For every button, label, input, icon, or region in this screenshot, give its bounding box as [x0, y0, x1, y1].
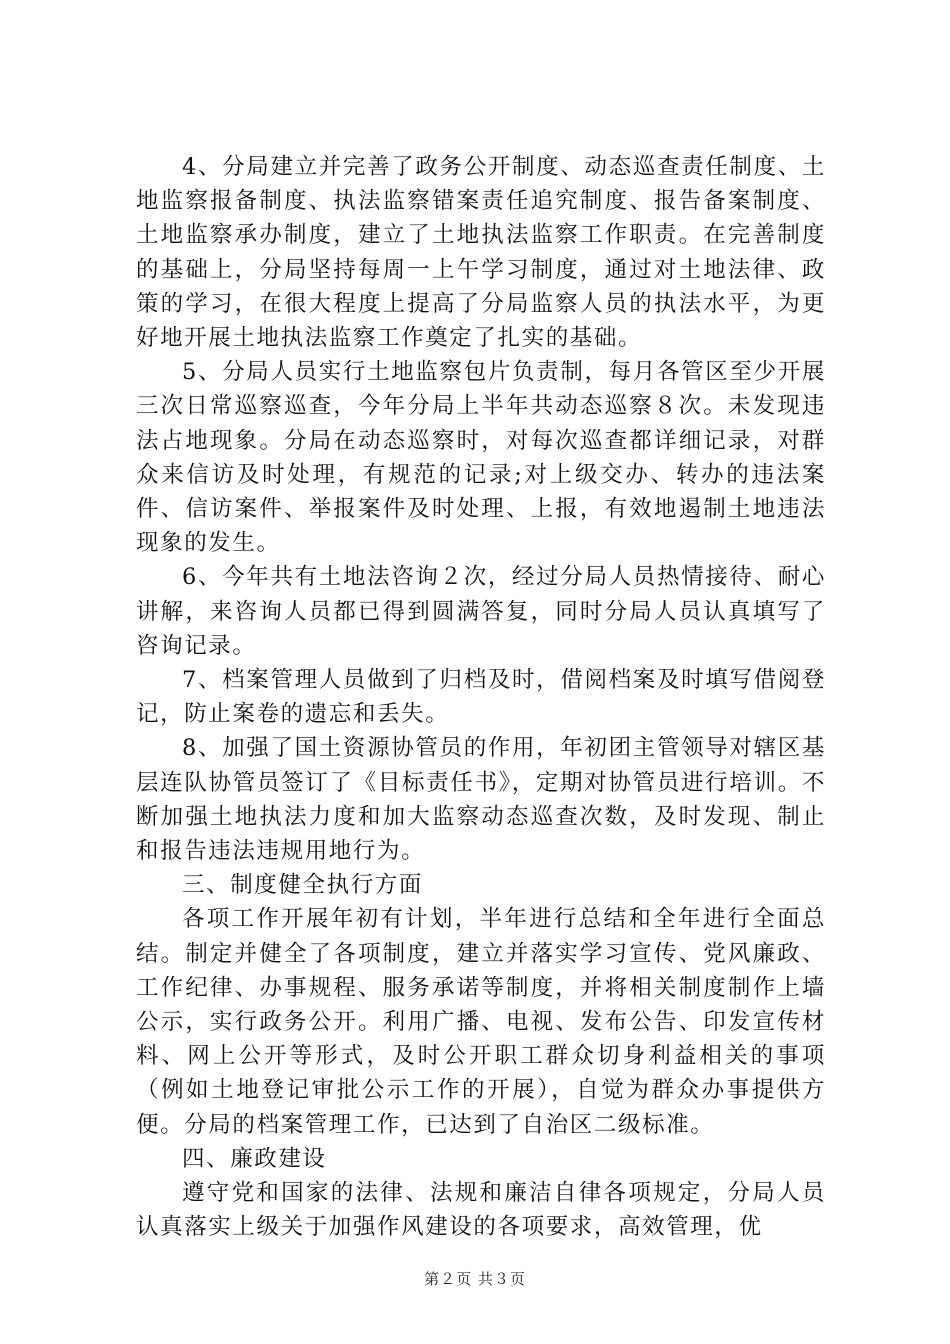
- paragraph-item-8: 8、加强了国土资源协管员的作用，年初团主管领导对辖区基层连队协管员签订了《目标责任书》，定期对协管员进行培训。不断加强土地执法力度和加大监察动态巡查次数，及时发现、制止和报告违法违规用地行为。: [136, 735, 826, 865]
- paragraph-item-5: 5、分局人员实行土地监察包片负责制，每月各管区至少开展三次日常巡察巡查，今年分局上半年共动态巡察８次。未发现违法占地现象。分局在动态巡察时，对每次巡查都详细记录，对群众来信访及时处理，有规范的记录;对上级交办、转办的违法案件、信访案件、举报案件及时处理、上报，有效地遏制土地违法现象的发生。: [136, 359, 826, 557]
- page-footer: 第２页 共３页: [424, 1270, 526, 1288]
- section-heading-4: 四、廉政建设: [182, 1145, 327, 1172]
- document-body: [136, 150, 826, 1245]
- paragraph-section-4: 遵守党和国家的法律、法规和廉洁自律各项规定，分局人员认真落实上级关于加强作风建设的各项要求，高效管理，优: [136, 1180, 826, 1241]
- paragraph-item-7: 7、档案管理人员做到了归档及时，借阅档案及时填写借阅登记，防止案卷的遗忘和丢失。: [136, 667, 826, 728]
- paragraph-section-3: 各项工作开展年初有计划，半年进行总结和全年进行全面总结。制定并健全了各项制度，建立并落实学习宣传、党风廉政、工作纪律、办事规程、服务承诺等制度，并将相关制度制作上墙公示，实行政务公开。利用广播、电视、发布公告、印发宣传材料、网上公开等形式，及时公开职工群众切身利益相关的事项（例如土地登记审批公示工作的开展），自觉为群众办事提供方便。分局的档案管理工作，已达到了自治区二级标准。: [136, 906, 826, 1138]
- section-heading-3: 三、制度健全执行方面: [182, 872, 424, 899]
- paragraph-item-4: 4、分局建立并完善了政务公开制度、动态巡查责任制度、土地监察报备制度、执法监察错案责任追究制度、报告备案制度、土地监察承办制度，建立了土地执法监察工作职责。在完善制度的基础上，分局坚持每周一上午学习制度，通过对土地法律、政策的学习，在很大程度上提高了分局监察人员的执法水平，为更好地开展土地执法监察工作奠定了扎实的基础。: [136, 154, 826, 352]
- paragraph-item-6: 6、今年共有土地法咨询２次，经过分局人员热情接待、耐心讲解，来咨询人员都已得到圆满答复，同时分局人员认真填写了咨询记录。: [136, 564, 826, 659]
